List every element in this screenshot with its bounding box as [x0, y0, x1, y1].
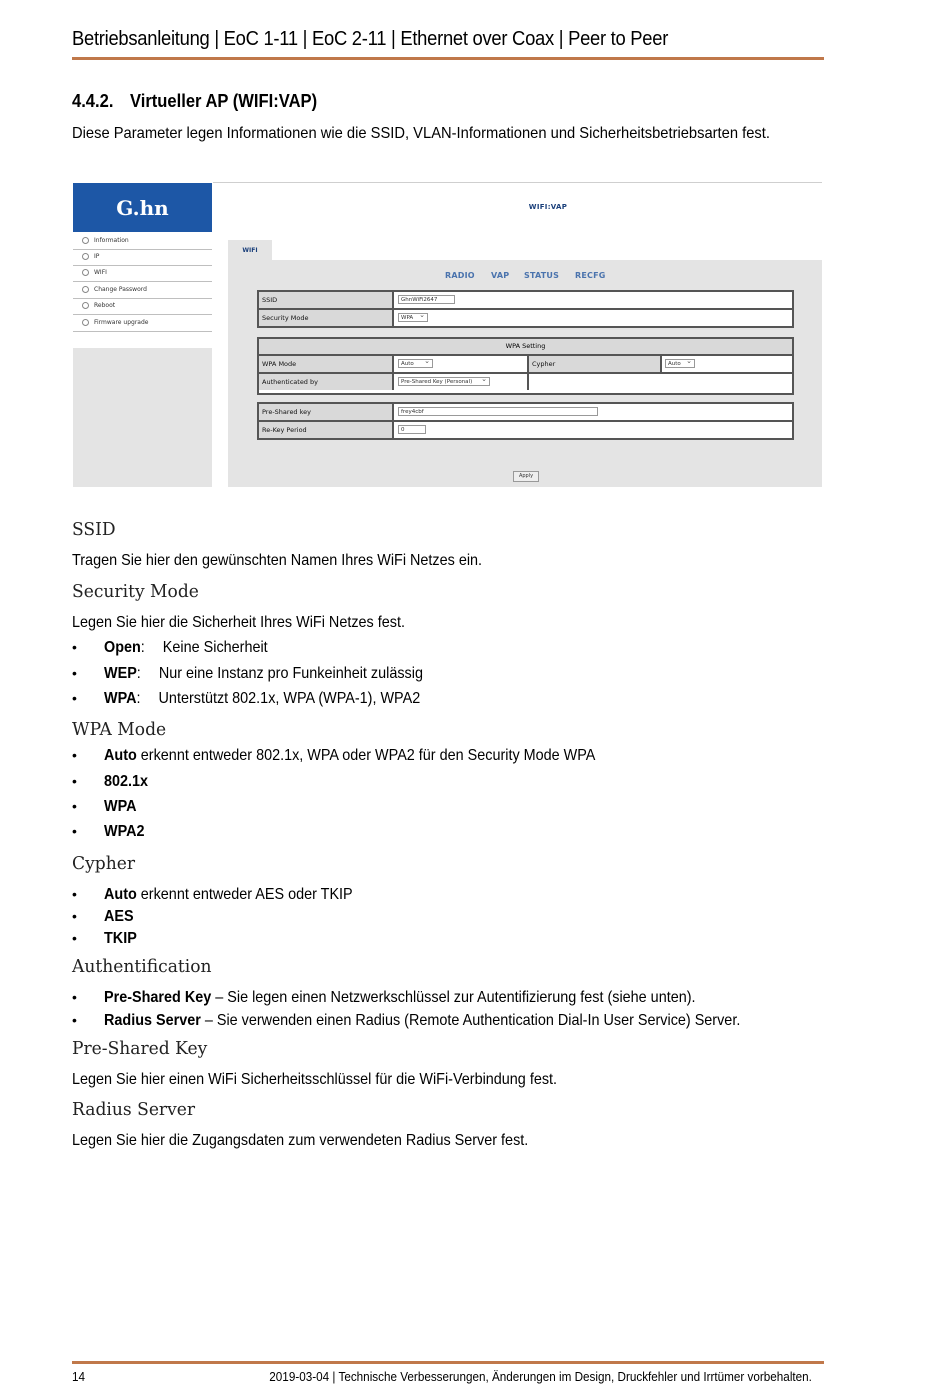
security-mode-row: [259, 310, 792, 326]
radius-heading: Radius Server: [72, 1099, 196, 1120]
list-text: – Sie legen einen Netzwerkschlüssel zur Autentifizierung fest (siehe unten).: [211, 989, 696, 1006]
section-number: 4.4.2.: [72, 91, 114, 111]
psk-heading: Pre-Shared Key: [72, 1038, 208, 1059]
auth-row: [259, 374, 529, 390]
list-sep: :: [136, 665, 141, 682]
nav-status[interactable]: STATUS: [524, 271, 560, 280]
auth-label: Authenticated by: [259, 374, 394, 390]
bullet-icon: •: [72, 886, 77, 902]
bullet-icon: [82, 269, 89, 276]
bullet-icon: •: [72, 773, 77, 789]
list-text: – Sie verwenden einen Radius (Remote Authentication Dial-In User Service) Server.: [200, 1012, 741, 1029]
list-term: Radius Server: [104, 1012, 201, 1029]
list-sep: :: [136, 690, 141, 707]
section-intro: Diese Parameter legen Informationen wie die SSID, VLAN-Informationen und Sicherheitsbetriebsarten fest.: [72, 125, 770, 142]
psk-box: [257, 402, 794, 440]
security-mode-select[interactable]: WPA ⌄: [398, 313, 428, 322]
bullet-icon: [82, 253, 89, 260]
wpa-mode-row: [259, 356, 792, 374]
bullet-icon: •: [72, 690, 77, 706]
list-text: Nur eine Instanz pro Funkeinheit zulässig: [158, 665, 423, 682]
ssid-heading: SSID: [72, 519, 116, 540]
security-mode-paragraph: Legen Sie hier die Sicherheit Ihres WiFi Netzes fest.: [72, 614, 405, 631]
security-mode-heading: Security Mode: [72, 581, 199, 602]
list-text: Keine Sicherheit: [162, 639, 268, 656]
list-text: erkennt entweder 802.1x, WPA oder WPA2 für den Security Mode WPA: [136, 747, 596, 764]
bullet-icon: [82, 237, 89, 244]
header-rule: [72, 57, 824, 60]
list-term: Open: [104, 639, 141, 656]
page-number: 14: [72, 1369, 86, 1384]
bullet-icon: •: [72, 908, 77, 924]
bullet-icon: •: [72, 1012, 77, 1028]
document-header: Betriebsanleitung | EoC 1-11 | EoC 2-11 | Ethernet over Coax | Peer to Peer: [72, 28, 669, 50]
sidebar-item-firmware-upgrade[interactable]: Firmware upgrade: [73, 316, 212, 332]
wpa-mode-label: WPA Mode: [259, 356, 394, 372]
screenshot-top-line: [213, 182, 822, 183]
sidebar-item-ip[interactable]: IP: [73, 250, 212, 266]
bullet-icon: [82, 286, 89, 293]
wifi-vap-screenshot: [73, 182, 822, 487]
psk-input[interactable]: frey4cbf: [398, 407, 598, 416]
bullet-icon: •: [72, 989, 77, 1005]
wpa-setting-title: WPA Setting: [259, 339, 792, 356]
bullet-icon: [82, 319, 89, 326]
list-term: TKIP: [104, 930, 137, 947]
rekey-row: [259, 422, 792, 438]
psk-label: Pre-Shared key: [259, 404, 394, 420]
auth-heading: Authentification: [72, 956, 212, 977]
rekey-label: Re-Key Period: [259, 422, 394, 438]
list-term: WPA: [104, 798, 137, 815]
tab-wifi[interactable]: WIFI: [228, 240, 272, 260]
list-term: WPA2: [104, 823, 145, 840]
sidebar-item-reboot[interactable]: Reboot: [73, 299, 212, 315]
bullet-icon: •: [72, 798, 77, 814]
wpa-mode-heading: WPA Mode: [72, 719, 167, 740]
radius-paragraph: Legen Sie hier die Zugangsdaten zum verwendeten Radius Server fest.: [72, 1132, 529, 1149]
list-term: Auto: [104, 747, 137, 764]
psk-row: [259, 404, 792, 422]
section-heading: Virtueller AP (WIFI:VAP): [130, 91, 318, 111]
ssid-paragraph: Tragen Sie hier den gewünschten Namen Ihres WiFi Netzes ein.: [72, 552, 483, 569]
section-title: [72, 91, 317, 112]
list-term: Pre-Shared Key: [104, 989, 212, 1006]
apply-button[interactable]: Apply: [513, 471, 539, 482]
bullet-icon: •: [72, 930, 77, 946]
bullet-icon: •: [72, 747, 77, 763]
bullet-icon: •: [72, 639, 77, 655]
list-term: AES: [104, 908, 134, 925]
cypher-heading: Cypher: [72, 853, 136, 874]
nav-recfg[interactable]: RECFG: [575, 271, 606, 280]
ssid-box: [257, 290, 794, 328]
psk-paragraph: Legen Sie hier einen WiFi Sicherheitsschlüssel für die WiFi-Verbindung fest.: [72, 1071, 558, 1088]
wpa-setting-box: [257, 337, 794, 395]
ssid-input[interactable]: GhnWiFi2647: [398, 295, 455, 304]
footer-note: 2019-03-04 | Technische Verbesserungen, Änderungen im Design, Druckfehler und Irrtümer vorbehalten.: [269, 1369, 812, 1384]
footer-rule: [72, 1361, 824, 1364]
tab-strip: [228, 240, 822, 260]
ghn-logo: G.hn: [73, 183, 212, 232]
list-term: Auto: [104, 886, 137, 903]
auth-select[interactable]: Pre-Shared Key (Personal) ⌄: [398, 377, 490, 386]
list-term: WEP: [104, 665, 137, 682]
list-text: erkennt entweder AES oder TKIP: [136, 886, 353, 903]
sidebar-menu: [73, 232, 212, 348]
list-sep: :: [140, 639, 145, 656]
nav-radio[interactable]: RADIO: [445, 271, 475, 280]
page-heading: WIFI:VAP: [528, 203, 568, 211]
cypher-select[interactable]: Auto ⌄: [665, 359, 695, 368]
security-mode-label: Security Mode: [259, 310, 394, 326]
bullet-icon: •: [72, 665, 77, 681]
list-text: Unterstützt 802.1x, WPA (WPA-1), WPA2: [158, 690, 421, 707]
sidebar-background: [73, 348, 212, 487]
cypher-label: Cypher: [527, 356, 662, 372]
ssid-label: SSID: [259, 292, 394, 308]
sidebar-item-wifi[interactable]: WIFI: [73, 266, 212, 282]
sidebar-item-information[interactable]: Information: [73, 234, 212, 250]
bullet-icon: [82, 302, 89, 309]
list-term: 802.1x: [104, 773, 149, 790]
list-term: WPA: [104, 690, 137, 707]
ssid-row: [259, 292, 792, 310]
bullet-icon: •: [72, 823, 77, 839]
nav-vap[interactable]: VAP: [491, 271, 510, 280]
sidebar-item-change-password[interactable]: Change Password: [73, 283, 212, 299]
rekey-input[interactable]: 0: [398, 425, 426, 434]
wpa-mode-select[interactable]: Auto ⌄: [398, 359, 433, 368]
